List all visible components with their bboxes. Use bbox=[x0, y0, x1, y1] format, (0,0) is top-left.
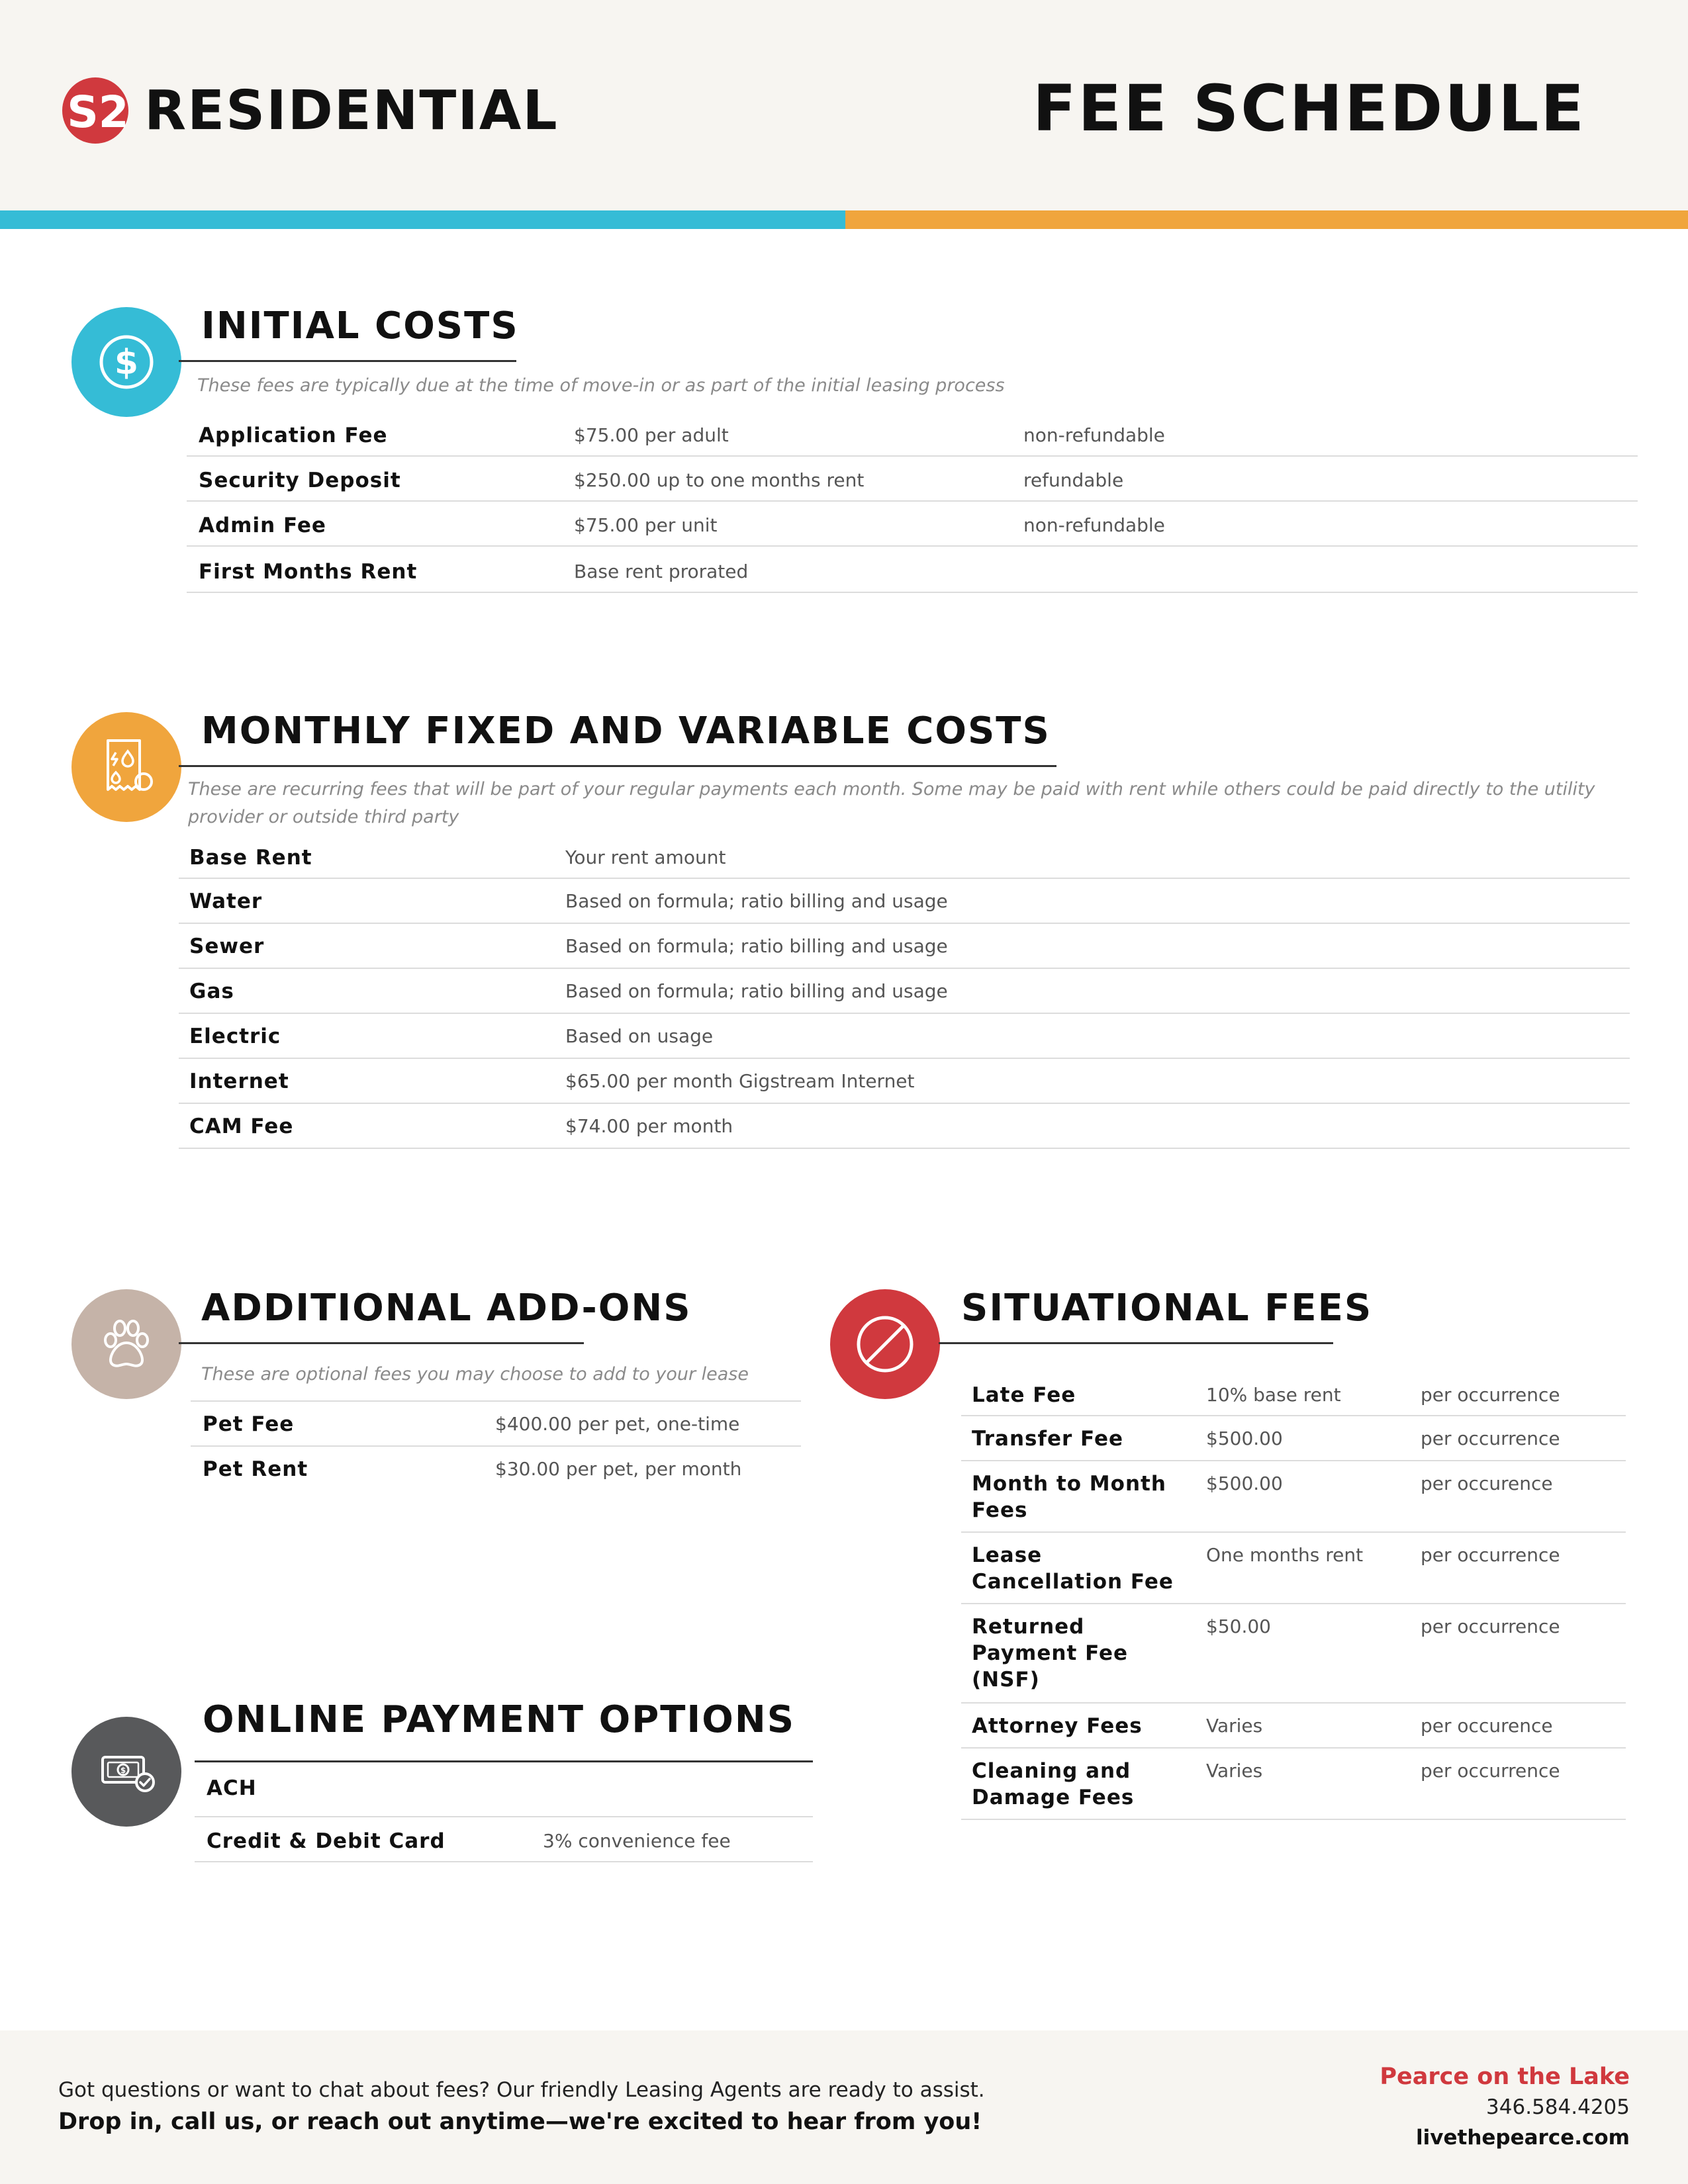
fee-amount: $50.00 bbox=[1206, 1615, 1271, 1637]
fee-label: Transfer Fee bbox=[972, 1427, 1124, 1451]
table-row bbox=[191, 1447, 801, 1490]
document-title: FEE SCHEDULE bbox=[1032, 71, 1586, 146]
fee-amount: $400.00 per pet, one-time bbox=[495, 1413, 740, 1435]
property-name: Pearce on the Lake bbox=[1380, 2064, 1630, 2090]
fee-note: refundable bbox=[1023, 469, 1124, 491]
fee-note: per occurence bbox=[1421, 1473, 1553, 1494]
fee-amount: $74.00 per month bbox=[565, 1115, 733, 1137]
fee-label: Electric bbox=[189, 1024, 281, 1048]
fee-amount: $250.00 up to one months rent bbox=[574, 469, 865, 491]
fee-amount: One months rent bbox=[1206, 1544, 1364, 1566]
fee-amount: 10% base rent bbox=[1206, 1384, 1341, 1406]
table-row bbox=[961, 1704, 1626, 1749]
addons-title: ADDITIONAL ADD-ONS bbox=[201, 1287, 692, 1330]
fee-label: Lease Cancellation Fee bbox=[972, 1543, 1174, 1594]
svg-text:$: $ bbox=[120, 1766, 126, 1775]
fee-label: Cleaning and Damage Fees bbox=[972, 1759, 1135, 1809]
initial-costs-description: These fees are typically due at the time of move-in or as part of the initial leasing process bbox=[197, 375, 1005, 396]
table-row bbox=[179, 924, 1630, 969]
header-stripe-orange bbox=[845, 210, 1688, 229]
footer-question: Got questions or want to chat about fees? Our friendly Leasing Agents are ready to assist. bbox=[58, 2078, 985, 2102]
fee-amount: Varies bbox=[1206, 1760, 1263, 1782]
fee-label: Water bbox=[189, 889, 263, 913]
table-row bbox=[179, 1059, 1630, 1104]
fee-label: Base Rent bbox=[189, 846, 312, 870]
fee-note: non-refundable bbox=[1023, 514, 1165, 536]
paw-icon bbox=[71, 1289, 181, 1399]
fee-amount: $500.00 bbox=[1206, 1473, 1283, 1494]
fee-label: First Months Rent bbox=[199, 560, 418, 584]
table-row bbox=[961, 1533, 1626, 1604]
fee-label: Application Fee bbox=[199, 424, 388, 447]
fee-note: per occurrence bbox=[1421, 1384, 1560, 1406]
table-row bbox=[195, 1763, 813, 1817]
header-stripe-blue bbox=[0, 210, 845, 229]
fee-amount: Based on formula; ratio billing and usage bbox=[565, 935, 948, 957]
fee-amount: $500.00 bbox=[1206, 1428, 1283, 1449]
addons-description: These are optional fees you may choose to add to your lease bbox=[201, 1364, 749, 1385]
fee-label: Gas bbox=[189, 979, 234, 1003]
fee-label: Attorney Fees bbox=[972, 1714, 1143, 1738]
table-row bbox=[179, 879, 1630, 924]
payment-options-table bbox=[195, 1763, 813, 1862]
payment-method-label: ACH bbox=[207, 1776, 257, 1800]
table-row bbox=[187, 547, 1638, 593]
table-row bbox=[961, 1604, 1626, 1704]
table-row bbox=[961, 1374, 1626, 1416]
table-row bbox=[191, 1402, 801, 1447]
page-footer bbox=[0, 2030, 1688, 2184]
situational-fees-title: SITUATIONAL FEES bbox=[961, 1287, 1373, 1330]
fee-amount: Base rent prorated bbox=[574, 561, 749, 582]
fee-label: Sewer bbox=[189, 934, 265, 958]
fee-amount: Based on usage bbox=[565, 1025, 714, 1047]
footer-cta: Drop in, call us, or reach out anytime—we're excited to hear from you! bbox=[58, 2109, 982, 2135]
table-row bbox=[179, 1014, 1630, 1059]
monthly-costs-table bbox=[179, 837, 1630, 1149]
table-row bbox=[179, 969, 1630, 1014]
payment-method-fee: 3% convenience fee bbox=[543, 1830, 731, 1852]
payment-method-label: Credit & Debit Card bbox=[207, 1829, 445, 1853]
table-row bbox=[961, 1416, 1626, 1461]
payment-card-icon bbox=[71, 1717, 181, 1827]
fee-label: Security Deposit bbox=[199, 469, 401, 492]
property-phone[interactable]: 346.584.4205 bbox=[1486, 2095, 1630, 2119]
prohibited-icon bbox=[830, 1289, 940, 1399]
initial-costs-title: INITIAL COSTS bbox=[201, 304, 519, 347]
monthly-costs-rule bbox=[179, 765, 1056, 767]
fee-label: Month to Month Fees bbox=[972, 1472, 1166, 1522]
fee-label: Pet Fee bbox=[203, 1412, 295, 1436]
property-website-link[interactable]: livethepearce.com bbox=[1416, 2126, 1630, 2150]
table-row bbox=[195, 1817, 813, 1862]
fee-label: Returned Payment Fee (NSF) bbox=[972, 1615, 1129, 1692]
table-row bbox=[187, 502, 1638, 547]
table-row bbox=[961, 1749, 1626, 1820]
table-row bbox=[961, 1461, 1626, 1533]
table-row bbox=[187, 457, 1638, 502]
fee-label: Internet bbox=[189, 1069, 289, 1093]
initial-costs-table bbox=[187, 412, 1638, 593]
fee-amount: $65.00 per month Gigstream Internet bbox=[565, 1070, 915, 1092]
table-row bbox=[179, 837, 1630, 879]
s2-logo-mark bbox=[61, 74, 135, 147]
situational-fees-rule bbox=[939, 1342, 1333, 1344]
monthly-costs-title: MONTHLY FIXED AND VARIABLE COSTS bbox=[201, 709, 1051, 752]
fee-note: non-refundable bbox=[1023, 424, 1165, 446]
fee-label: Pet Rent bbox=[203, 1457, 308, 1481]
fee-note: per occurrence bbox=[1421, 1544, 1560, 1566]
fee-amount: $75.00 per adult bbox=[574, 424, 729, 446]
dollar-icon bbox=[71, 307, 181, 417]
company-logo bbox=[61, 74, 559, 147]
fee-amount: Your rent amount bbox=[565, 846, 726, 868]
addons-rule bbox=[179, 1342, 584, 1344]
fee-amount: Based on formula; ratio billing and usage bbox=[565, 980, 948, 1002]
fee-amount: Varies bbox=[1206, 1715, 1263, 1737]
payment-options-rule bbox=[195, 1760, 813, 1762]
fee-label: Late Fee bbox=[972, 1383, 1076, 1407]
table-row bbox=[179, 1104, 1630, 1149]
fee-amount: $75.00 per unit bbox=[574, 514, 718, 536]
situational-fees-table bbox=[961, 1374, 1626, 1820]
fee-note: per occurrence bbox=[1421, 1428, 1560, 1449]
fee-note: per occurence bbox=[1421, 1715, 1553, 1737]
svg-text:$: $ bbox=[114, 343, 139, 383]
fee-label: CAM Fee bbox=[189, 1115, 294, 1138]
fee-amount: $30.00 per pet, per month bbox=[495, 1458, 742, 1480]
addons-table bbox=[191, 1400, 801, 1490]
initial-costs-rule bbox=[179, 360, 516, 362]
table-row bbox=[187, 412, 1638, 457]
monthly-costs-description: These are recurring fees that will be part of your regular payments each month. Some may be paid with rent while others could be paid directly to the utility provider or outside third party bbox=[188, 779, 1595, 827]
fee-amount: Based on formula; ratio billing and usage bbox=[565, 890, 948, 912]
fee-label: Admin Fee bbox=[199, 514, 326, 537]
logo-wordmark: RESIDENTIAL bbox=[144, 79, 559, 142]
utility-bill-icon bbox=[71, 712, 181, 822]
payment-options-title: ONLINE PAYMENT OPTIONS bbox=[203, 1698, 796, 1741]
logo-mark-text: S2 bbox=[67, 87, 129, 138]
fee-note: per occurrence bbox=[1421, 1760, 1560, 1782]
fee-note: per occurrence bbox=[1421, 1615, 1560, 1637]
